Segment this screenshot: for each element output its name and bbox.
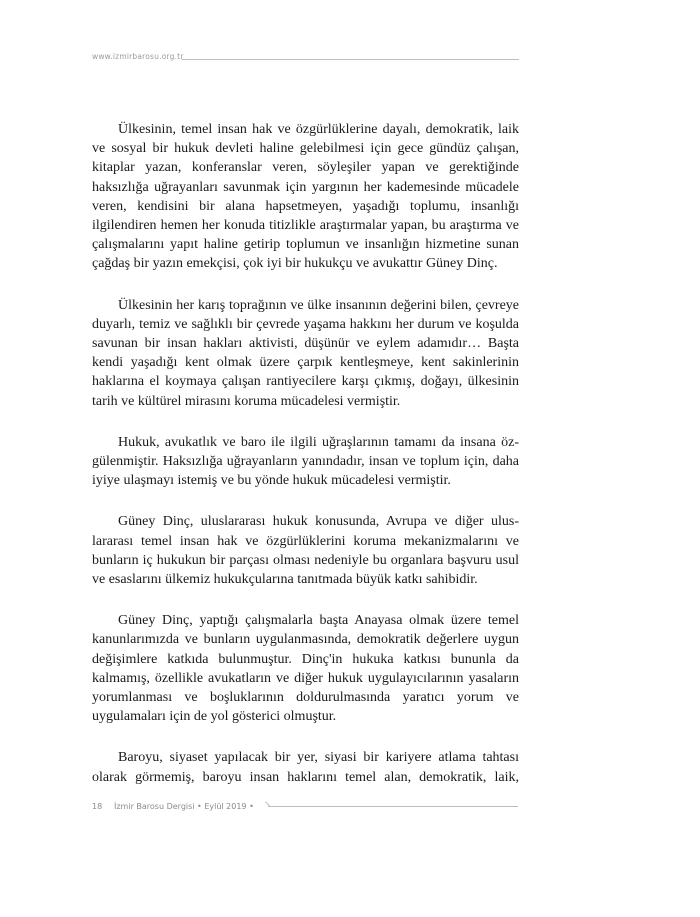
header-url: www.izmirbarosu.org.tr — [92, 52, 184, 61]
page-number: 18 — [92, 802, 103, 811]
body-text — [92, 120, 519, 787]
paragraph-4: Güney Dinç, uluslararası hukuk konusunda, Avrupa ve diğer uluslararası temel insan hak ve özgürlüklerini koruma mekanizmalarını ve bunların iç hukukun bir parçası olması nedeniyle bu organlara başvuru usul ve esaslarını ülkemiz hukukçularına tanıtmada büyük katkı sahibidir. — [92, 514, 519, 588]
footer-rule — [268, 806, 518, 807]
paragraph-6: Baroyu, siyaset yapılacak bir yer, siyasi bir kariyere atlama tahtası olarak görmemiş, baroyu insan haklarını temel alan, demokratik, laik, — [92, 750, 519, 785]
page-footer — [92, 800, 519, 814]
header-rule — [182, 59, 519, 60]
journal-info: İzmir Barosu Dergisi • Eylül 2019 • — [114, 802, 254, 811]
paragraph-2: Ülkesinin her karış toprağının ve ülke insanının değerini bilen, çevreye duyarlı, temiz ve sağlıklı bir çevrede yaşama hakkını her durum ve koşulda savunan bir insan hakları aktivisti, düşünür ve eylem adamıdır… Başta kendi yaşadığı kent olmak üzere çarpık kentleşmeye, kent sakinlerinin haklarına el koymaya çalışan rantiyecilere karşı çıkmış, doğayı, ülkesinin tarih ve kültürel mirasını koruma mücadelesi vermiştir. — [92, 297, 519, 409]
paragraph-3: Hukuk, avukatlık ve baro ile ilgili uğraşlarının tamamı da insana özgülenmiştir. Haksızlığa uğrayanların yanındadır, insan ve toplum için, daha iyiye ulaşmayı istemiş ve bu yönde hukuk mücadelesi vermiştir. — [92, 434, 519, 489]
paragraph-1: Ülkesinin, temel insan hak ve özgürlüklerine dayalı, demokratik, laik ve sosyal bir hukuk devleti haline gelebilmesi için gece gündüz çalışan, kitaplar yazan, konferanslar veren, söyleşiler yapan ve gerektiğinde haksızlığa uğrayanları savunmak için yargının her kademesinde mücadele veren, kendisini bir alana hapsetmeyen, yaşadığı toplumu, insanlığı ilgilendiren hemen her konuda titizlikle araştırmalar yapan, bu araştırma ve çalışmalarını yapıt haline getirip toplumun ve insanlığın hizmetine sunan çağdaş bir yazın emekçisi, çok iyi bir hukukçu ve avukattır Güney Dinç. — [92, 122, 519, 272]
paragraph-5: Güney Dinç, yaptığı çalışmalarla başta Anayasa olmak üzere temel kanunlarımızda ve bunların uygulanmasında, demokratik değerlere uygun değişimlere katkıda bulunmuştur. Dinç'in hukuka katkısı bununla da kalmamış, özellikle avukatların ve diğer hukuk uygulayıcılarının yasaların yorumlanması ve boşluklarının doldurulmasında yaratıcı yorum ve uygulamaları için de yol gösterici olmuştur. — [92, 613, 519, 725]
